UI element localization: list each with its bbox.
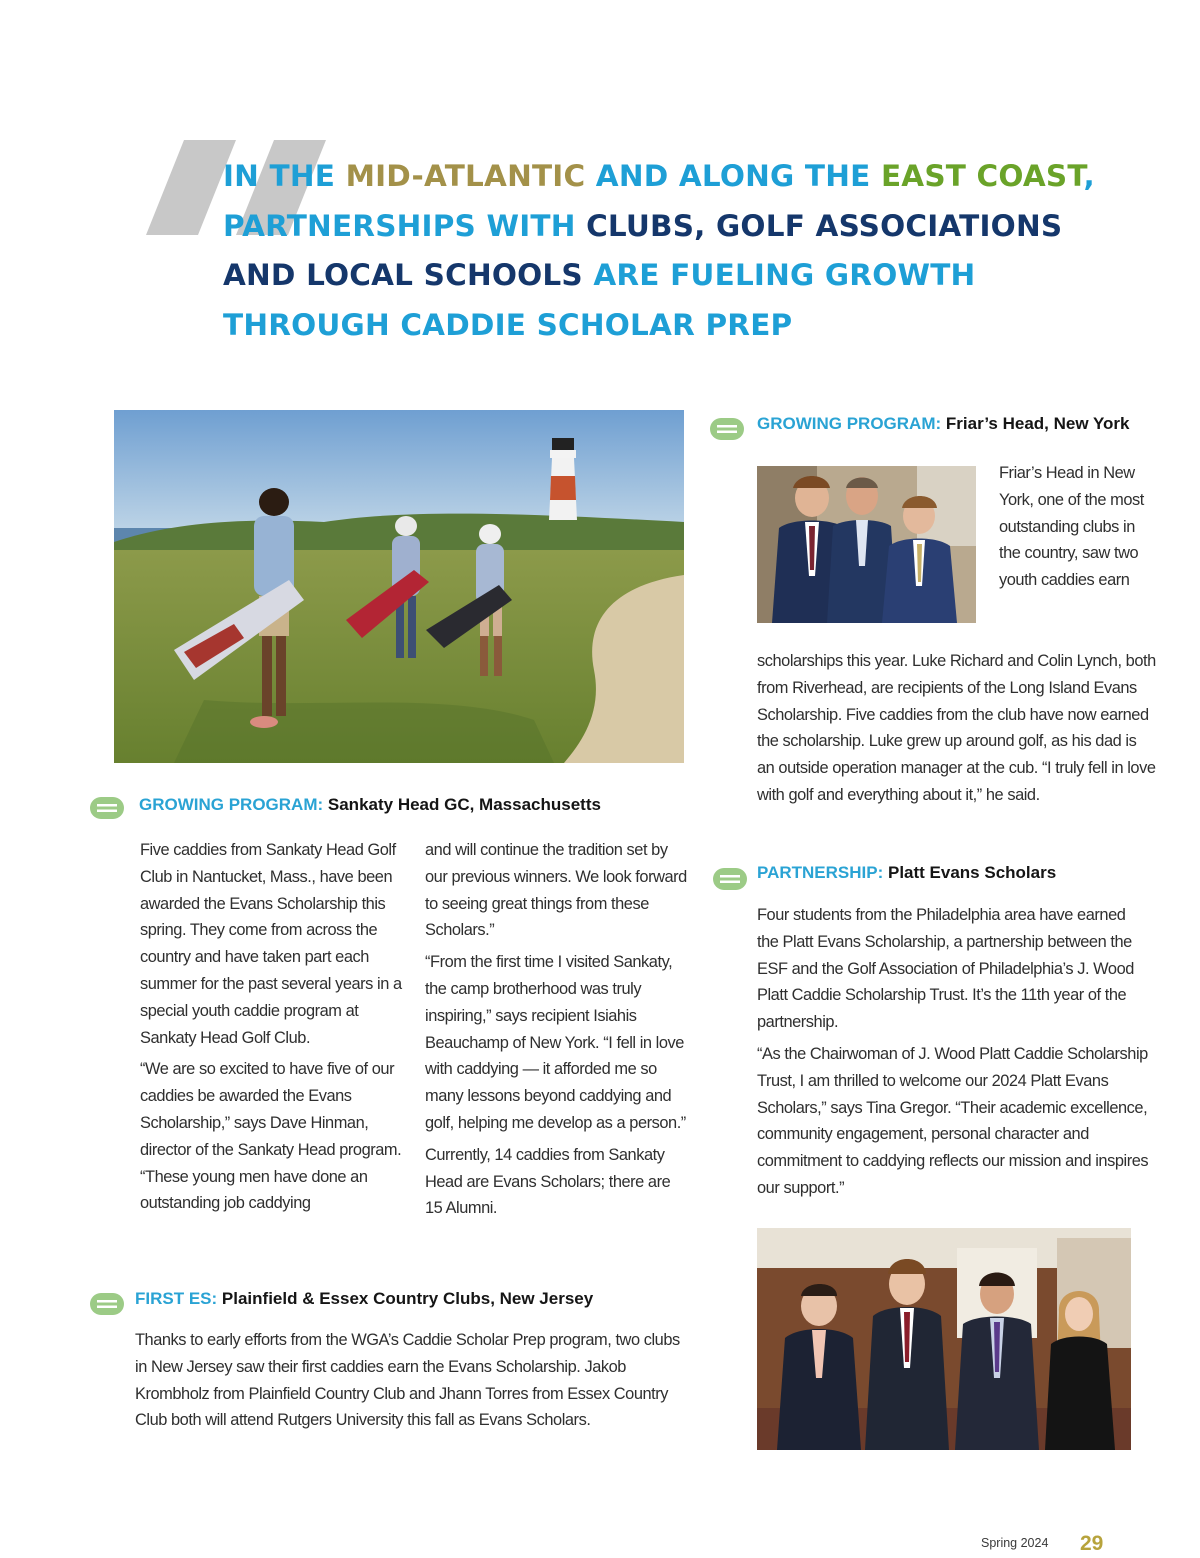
pull-quote-segment: AND ALONG THE [585,159,881,193]
section-pill-icon [710,418,744,440]
pull-quote-segment: IN THE [223,159,346,193]
sankaty-column-2 [425,837,691,1227]
sankaty-column-1 [140,837,402,1222]
section-pill-icon [713,868,747,890]
paragraph: Friar’s Head in New York, one of the most outstanding clubs in the country, saw two youth caddies earn [999,464,1144,590]
section-place: Plainfield & Essex Country Clubs, New Jersey [221,1289,594,1308]
section-kicker: GROWING PROGRAM: [139,795,324,814]
platt-body [757,902,1149,1207]
friars-heading [757,413,1130,435]
platt-heading [757,862,1056,884]
section-kicker: FIRST ES: [135,1289,218,1308]
section-place: Friar’s Head, New York [945,414,1130,433]
section-kicker: PARTNERSHIP: [757,863,884,882]
page-number: 29 [1080,1532,1104,1555]
pull-quote-segment: , PARTNERSHIPS WITH [223,159,1095,243]
friars-intro [999,460,1149,599]
sankaty-heading [139,794,601,816]
section-pill-icon [90,1293,124,1315]
first-es-heading [135,1288,593,1310]
paragraph: scholarships this year. Luke Richard and Colin Lynch, both from Riverhead, are recipients of the Long Island Evans Scholarship. Five caddies from the club have now earned the scholarship. Luke grew up around golf, as his dad is an outside operation manager at the cub. “I truly fell in love with golf and everything about it,” he said. [757,652,1156,804]
section-place: Platt Evans Scholars [887,863,1057,882]
pull-quote-segment: MID-ATLANTIC [345,159,586,193]
paragraph: Currently, 14 caddies from Sankaty Head are Evans Scholars; there are 15 Alumni. [425,1145,671,1218]
paragraph: Five caddies from Sankaty Head Golf Club in Nantucket, Mass., have been awarded the Evans Scholarship this spring. They come from across the country and have taken part each summer for the past several years in a special youth caddie program at Sankaty Head Golf Club. [140,841,402,1047]
paragraph: Thanks to early efforts from the WGA’s Caddie Scholar Prep program, two clubs in New Jersey saw their first caddies earn the Evans Scholarship. Jakob Krombholz from Plainfield Country Club and Jhann Torres from Essex Country Club both will attend Rutgers University this fall as Evans Scholars. [135,1331,680,1430]
pull-quote-segment: ARE FUELING GROWTH THROUGH CADDIE SCHOLAR PREP [223,258,976,342]
friars-body [757,648,1157,814]
paragraph: Four students from the Philadelphia area have earned the Platt Evans Scholarship, a partnership between the ESF and the Golf Association of Philadelphia’s J. Wood Platt Caddie Scholarship Trust. It’s the 11th year of the partnership. [757,906,1134,1032]
paragraph: “We are so excited to have five of our caddies be awarded the Evans Scholarship,” says Dave Hinman, director of the Sankaty Head program. “These young men have done an outstanding job caddying [140,1060,402,1213]
section-place: Sankaty Head GC, Massachusetts [327,795,601,814]
paragraph: “From the first time I visited Sankaty, the camp brotherhood was truly inspiring,” says recipient Isiahis Beauchamp of New York. “I fell in love with caddying — it afforded me so many lessons beyond caddying and golf, helping me develop as a person.” [425,953,686,1132]
platt-scholars-photo [757,1228,1131,1450]
friars-head-photo [757,466,976,623]
pull-quote-segment: CLUBS, GOLF ASSOCIATIONS AND LOCAL SCHOOLS [223,208,1063,293]
paragraph: “As the Chairwoman of J. Wood Platt Caddie Scholarship Trust, I am thrilled to welcome our 2024 Platt Evans Scholars,” says Tina Gregor. “Their academic excellence, community engagement, personal character and commitment to caddying reflects our mission and inspires our support.” [757,1044,1149,1197]
pull-quote-segment: EAST COAST [880,159,1084,193]
section-pill-icon [90,797,124,819]
paragraph: and will continue the tradition set by our previous winners. We look forward to seeing great things from these Scholars.” [425,841,687,940]
pull-quote [223,152,1123,350]
lighthouse-caddies-photo [114,410,684,763]
issue-label: Spring 2024 [981,1536,1049,1550]
first-es-body [135,1327,695,1439]
section-kicker: GROWING PROGRAM: [757,414,942,433]
